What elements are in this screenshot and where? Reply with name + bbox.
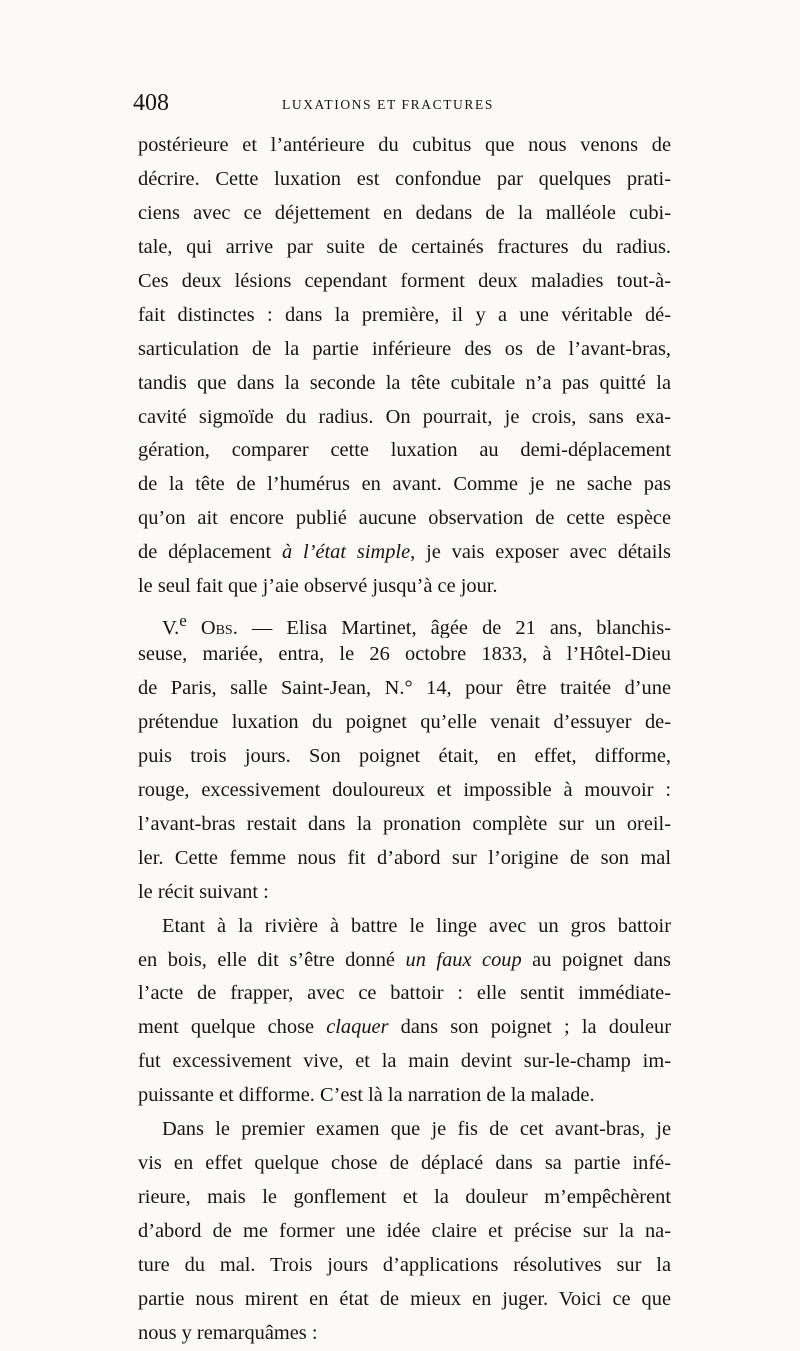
line-text: vis en effet quelque chose de déplacé dans sa partie infé- xyxy=(138,1152,671,1175)
line-text: Dans le premier examen que je fis de cet avant-bras, je xyxy=(162,1118,671,1141)
line-text: V. xyxy=(162,616,180,639)
text-line xyxy=(138,333,671,367)
italic-text: un faux coup xyxy=(405,948,522,971)
italic-text: claquer xyxy=(326,1016,389,1039)
text-line xyxy=(138,1215,671,1249)
line-text: qu’on ait encore publié aucune observation de cette espèce xyxy=(138,507,671,530)
text-line xyxy=(138,1113,671,1147)
line-text: de déplacement xyxy=(138,541,282,564)
text-line xyxy=(138,401,671,435)
line-text: cavité sigmoïde du radius. On pourrait, je crois, sans exa- xyxy=(138,405,671,428)
text-line xyxy=(138,502,671,536)
line-text: ciens avec ce déjettement en dedans de la malléole cubi- xyxy=(138,201,671,224)
text-line xyxy=(138,876,671,910)
text-line xyxy=(138,977,671,1011)
line-text: décrire. Cette luxation est confondue par quelques prati- xyxy=(138,167,671,190)
text-line xyxy=(138,197,671,231)
line-text: seuse, mariée, entra, le 26 octobre 1833, à l’Hôtel-Dieu xyxy=(138,643,671,666)
line-text: tale, qui arrive par suite de certainés fractures du radius. xyxy=(138,235,671,258)
line-text: sarticulation de la partie inférieure des os de l’avant-bras, xyxy=(138,337,671,360)
line-text: l’acte de frapper, avec ce battoir : elle sentit immédiate- xyxy=(138,982,671,1005)
text-line xyxy=(138,638,671,672)
text-line xyxy=(138,672,671,706)
running-title: LUXATIONS ET FRACTURES xyxy=(282,97,494,112)
body-text xyxy=(138,129,671,1351)
text-line xyxy=(138,367,671,401)
text-line xyxy=(138,1181,671,1215)
line-text: , je vais exposer avec détails xyxy=(410,541,671,564)
text-line xyxy=(138,842,671,876)
text-line xyxy=(138,604,671,638)
text-line xyxy=(138,774,671,808)
text-line xyxy=(138,1249,671,1283)
text-line xyxy=(138,1079,671,1113)
line-text: gération, comparer cette luxation au demi-déplacement xyxy=(138,439,671,462)
text-line xyxy=(138,231,671,265)
line-text: ler. Cette femme nous fit d’abord sur l’origine de son mal xyxy=(138,846,671,869)
line-text: le seul fait que j’aie observé jusqu’à ce jour. xyxy=(138,575,498,598)
small-caps-text: Obs. xyxy=(186,616,238,639)
line-text: ment quelque chose xyxy=(138,1016,327,1039)
text-line xyxy=(138,1011,671,1045)
line-text: au poignet dans xyxy=(521,948,671,971)
text-line xyxy=(138,434,671,468)
line-text: rieure, mais le gonflement et la douleur m’empêchèrent xyxy=(138,1186,671,1209)
line-text: fut excessivement vive, et la main devint sur-le-champ im- xyxy=(138,1050,671,1073)
line-text: l’avant-bras restait dans la pronation complète sur un oreil- xyxy=(138,812,671,835)
line-text: rouge, excessivement douloureux et impossible à mouvoir : xyxy=(138,778,671,801)
line-text: partie nous mirent en état de mieux en juger. Voici ce que xyxy=(138,1287,671,1310)
line-text: postérieure et l’antérieure du cubitus que nous venons de xyxy=(138,134,671,156)
line-text: — Elisa Martinet, âgée de 21 ans, blanchis- xyxy=(237,616,671,639)
text-line xyxy=(138,468,671,502)
line-text: ture du mal. Trois jours d’applications résolutives sur la xyxy=(138,1253,671,1276)
text-line xyxy=(138,808,671,842)
line-text: Etant à la rivière à battre le linge avec un gros battoir xyxy=(162,914,671,937)
line-text: d’abord de me former une idée claire et précise sur la na- xyxy=(138,1220,671,1242)
page-header xyxy=(0,90,800,130)
text-line xyxy=(138,1045,671,1079)
line-text: en bois, elle dit s’être donné xyxy=(138,948,406,971)
text-line xyxy=(138,1147,671,1181)
italic-text: à l’état simple xyxy=(281,541,411,564)
text-line xyxy=(138,129,671,163)
text-line xyxy=(138,1283,671,1317)
line-text: de la tête de l’humérus en avant. Comme je ne sache pas xyxy=(138,473,671,496)
text-line xyxy=(138,265,671,299)
line-text: nous y remarquâmes : xyxy=(138,1321,318,1344)
text-line xyxy=(138,910,671,944)
line-text: puis trois jours. Son poignet était, en effet, difforme, xyxy=(138,744,671,767)
line-text: le récit suivant : xyxy=(138,880,269,903)
line-text: Ces deux lésions cependant forment deux maladies tout-à- xyxy=(138,269,671,292)
superscript: e xyxy=(179,611,187,631)
line-text: fait distinctes : dans la première, il y a une véritable dé- xyxy=(138,303,671,326)
text-line xyxy=(138,740,671,774)
text-line xyxy=(138,536,671,570)
line-text: puissante et difforme. C’est là la narration de la malade. xyxy=(138,1084,595,1107)
line-text: dans son poignet ; la douleur xyxy=(388,1016,671,1039)
text-line xyxy=(138,163,671,197)
text-line xyxy=(138,944,671,978)
text-line xyxy=(138,1317,671,1351)
text-line xyxy=(138,570,671,604)
text-line xyxy=(138,706,671,740)
line-text: prétendue luxation du poignet qu’elle venait d’essuyer de- xyxy=(138,710,671,733)
page-number: 408 xyxy=(133,90,169,116)
line-text: de Paris, salle Saint-Jean, N.° 14, pour être traitée d’une xyxy=(138,677,671,699)
text-line xyxy=(138,299,671,333)
line-text: tandis que dans la seconde la tête cubitale n’a pas quitté la xyxy=(138,371,671,394)
